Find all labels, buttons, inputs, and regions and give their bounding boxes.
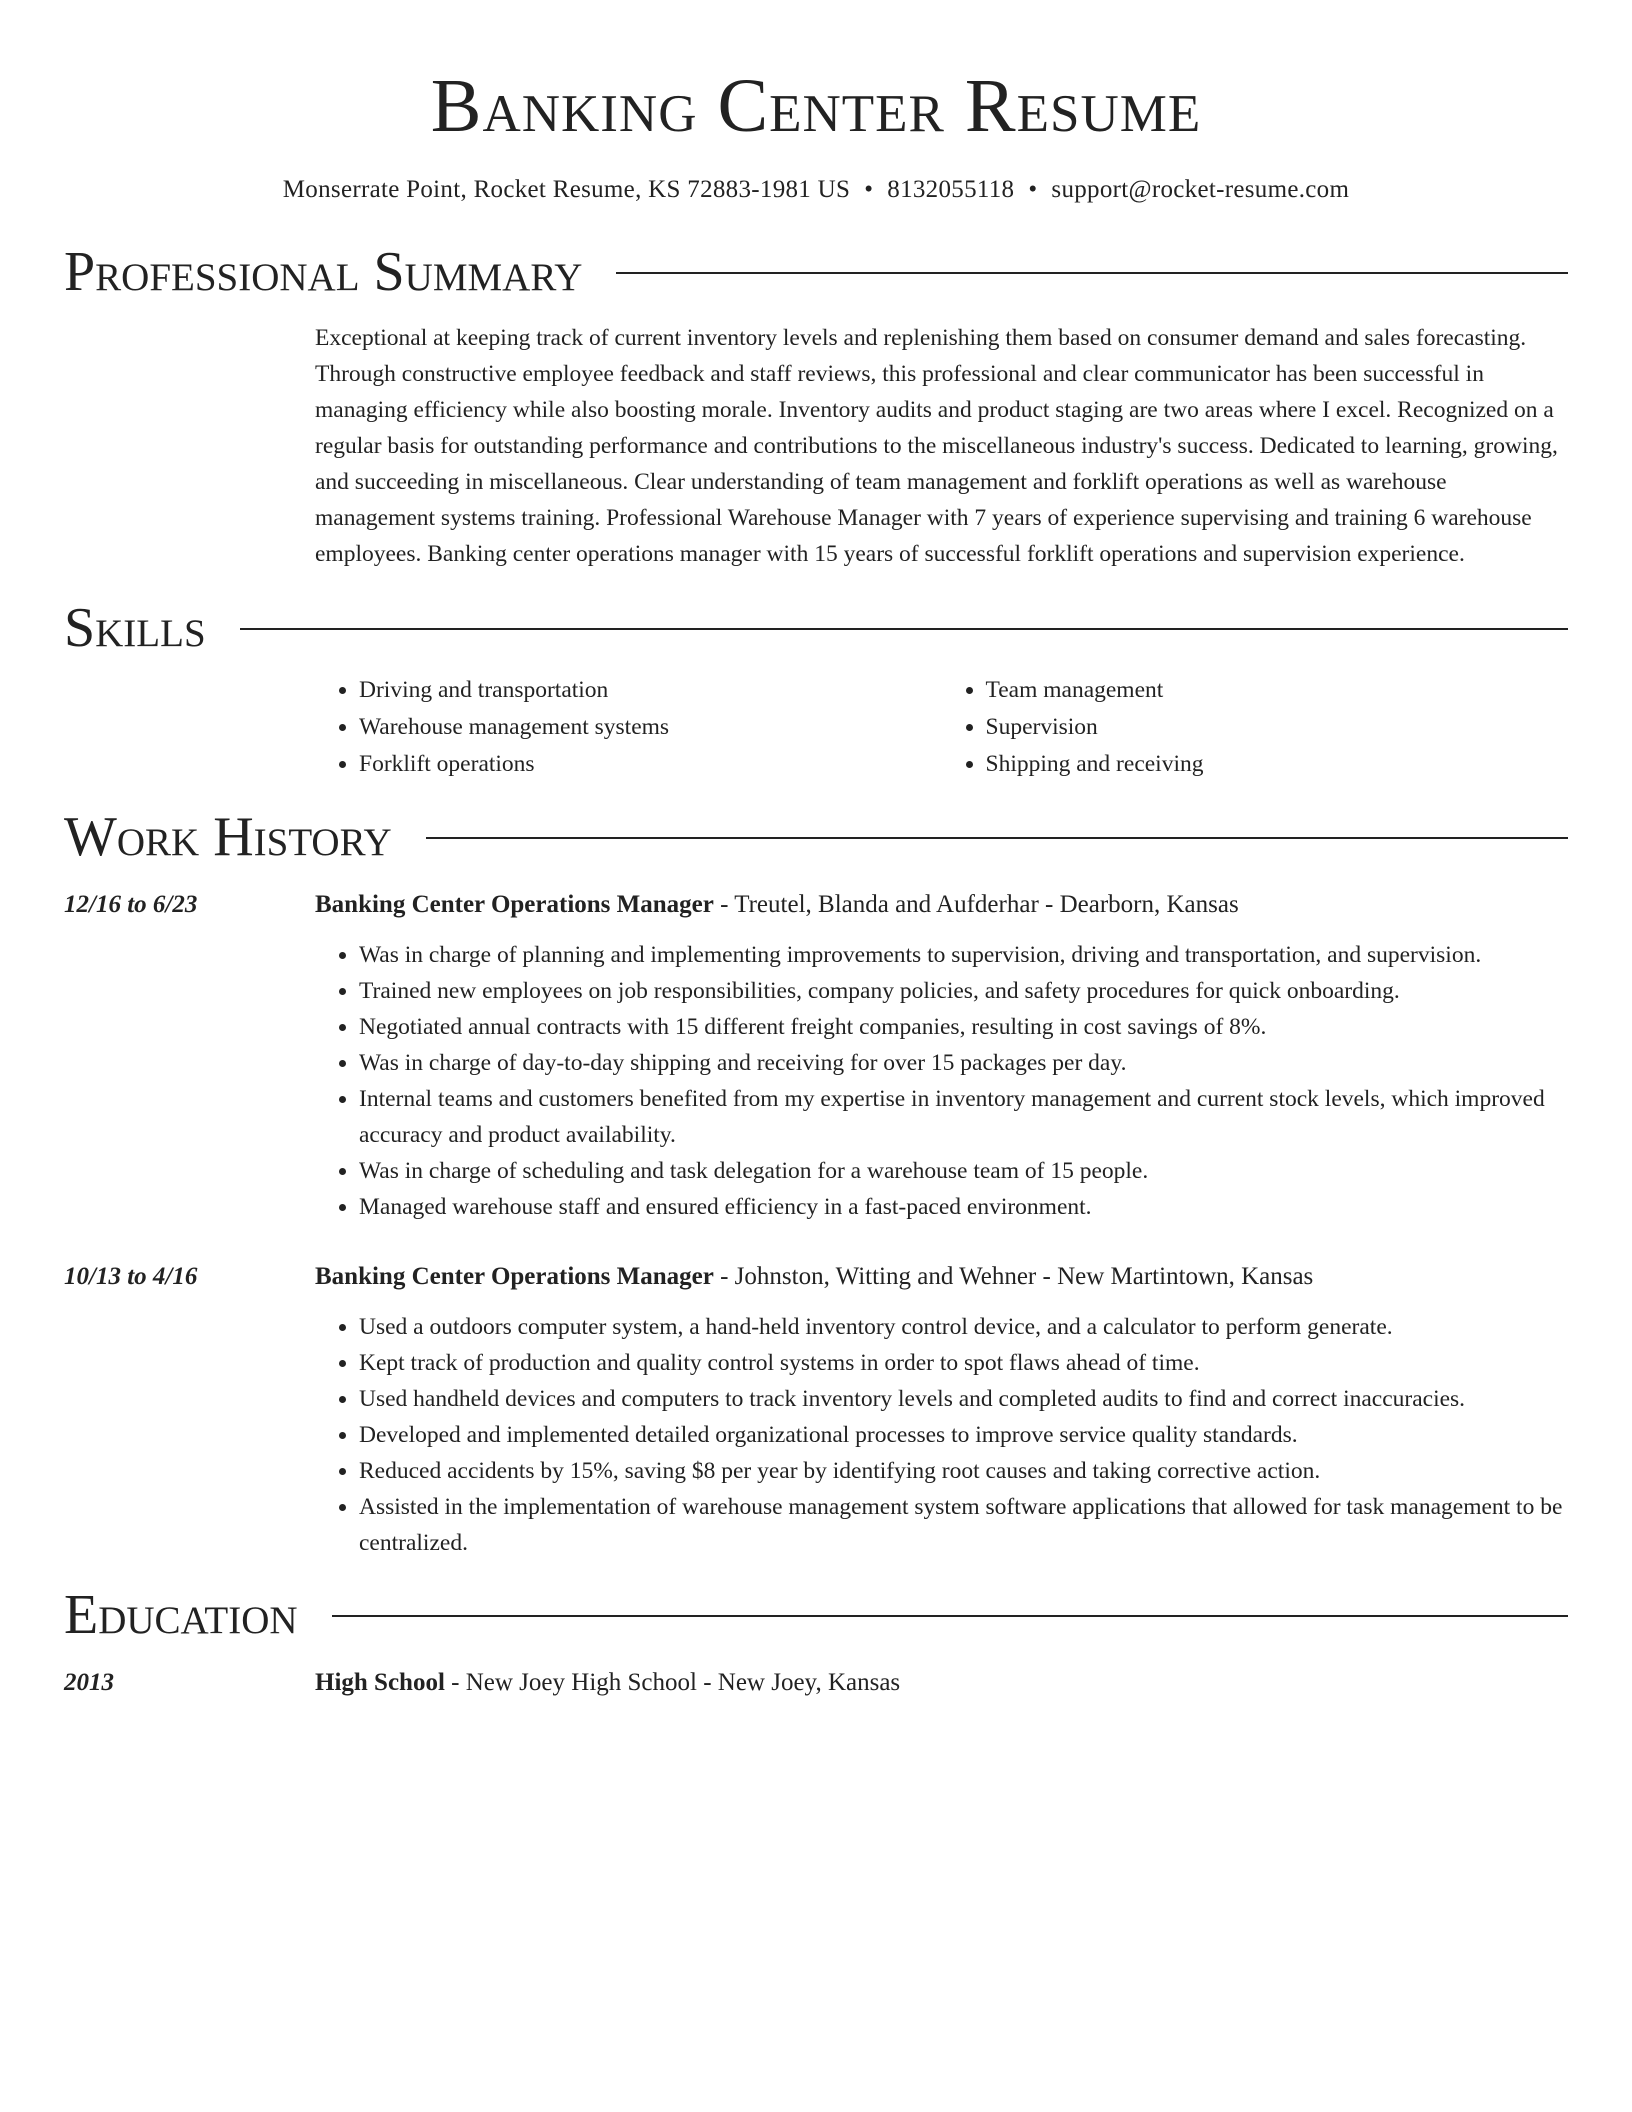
education-line <box>315 1667 1568 1699</box>
duty-item: • Kept track of production and quality control systems in order to spot flaws ahead of time. <box>359 1345 1568 1381</box>
summary-text: Exceptional at keeping track of current inventory levels and replenishing them based on consumer demand and sales forecasting. Through constructive employee feedback and staff reviews, this professional and clear communicator has been successful in managing efficiency while also boosting morale. Inventory audits and product staging are two areas where I excel. Recognized on a regular basis for outstanding performance and contributions to the miscellaneous industry's success. Dedicated to learning, growing, and succeeding in miscellaneous. Clear understanding of team management and forklift operations as well as warehouse management systems training. Professional Warehouse Manager with 7 years of experience supervising and training 6 warehouse employees. Banking center operations manager with 15 years of successful forklift operations and supervision experience. <box>315 325 1558 567</box>
duty-item: • Was in charge of day-to-day shipping and receiving for over 15 packages per day. <box>359 1045 1568 1081</box>
education-degree: High School <box>315 1669 445 1696</box>
duty-item: • Internal teams and customers benefited from my expertise in inventory management and current stock levels, which improved accuracy and product availability. <box>359 1081 1568 1153</box>
skill-item: • Driving and transportation <box>359 672 942 709</box>
skill-item: • Shipping and receiving <box>986 746 1569 783</box>
education-entry <box>64 1667 1568 1699</box>
job-dates: 10/13 to 4/16 <box>64 1263 198 1290</box>
contact-phone: 8132055118 <box>887 176 1015 203</box>
section-divider <box>240 628 1568 630</box>
skill-item: • Forklift operations <box>359 746 942 783</box>
job-entry <box>64 1261 1568 1561</box>
education-section-header <box>64 1583 1568 1647</box>
job-duties <box>315 1309 1568 1561</box>
skills-section-header <box>64 596 1568 660</box>
duty-item: • Assisted in the implementation of warehouse management system software applications that allowed for task management to be centralized. <box>359 1489 1568 1561</box>
duty-item: • Developed and implemented detailed organizational processes to improve service quality standards. <box>359 1417 1568 1453</box>
skills-list <box>315 672 1568 783</box>
work-section-title: Work History <box>64 806 392 868</box>
contact-line <box>64 174 1568 206</box>
duty-item: • Negotiated annual contracts with 15 different freight companies, resulting in cost savings of 8%. <box>359 1009 1568 1045</box>
contact-address: Monserrate Point, Rocket Resume, KS 72883-1981 US <box>282 176 851 203</box>
job-body <box>315 1261 1568 1561</box>
job-position: Banking Center Operations Manager <box>315 891 714 918</box>
duty-item: • Managed warehouse staff and ensured efficiency in a fast-paced environment. <box>359 1189 1568 1225</box>
duty-item: • Used handheld devices and computers to track inventory levels and completed audits to find and correct inaccuracies. <box>359 1381 1568 1417</box>
education-body <box>315 1667 1568 1699</box>
job-title-line <box>315 1261 1568 1293</box>
skills-column-right <box>942 672 1569 783</box>
skills-section-title: Skills <box>64 597 206 659</box>
job-employer: - Treutel, Blanda and Aufderhar - Dearborn, Kansas <box>713 891 1239 918</box>
duty-item: • Reduced accidents by 15%, saving $8 per year by identifying root causes and taking corrective action. <box>359 1453 1568 1489</box>
contact-separator: • <box>1028 176 1038 203</box>
duty-item: • Used a outdoors computer system, a hand-held inventory control device, and a calculator to perform generate. <box>359 1309 1568 1345</box>
skills-column-left <box>315 672 942 783</box>
education-year: 2013 <box>64 1669 114 1696</box>
job-entry <box>64 889 1568 1225</box>
job-duties <box>315 937 1568 1225</box>
duty-item: • Was in charge of planning and implementing improvements to supervision, driving and transportation, and supervision. <box>359 937 1568 973</box>
job-title-line <box>315 889 1568 921</box>
duty-item: • Trained new employees on job responsibilities, company policies, and safety procedures for quick onboarding. <box>359 973 1568 1009</box>
education-section-title: Education <box>64 1584 298 1646</box>
section-divider <box>616 272 1568 274</box>
job-dates: 12/16 to 6/23 <box>64 891 198 918</box>
work-section-header <box>64 805 1568 869</box>
duty-item: • Was in charge of scheduling and task delegation for a warehouse team of 15 people. <box>359 1153 1568 1189</box>
skill-item: • Team management <box>986 672 1569 709</box>
contact-separator: • <box>864 176 874 203</box>
summary-section-title: Professional Summary <box>64 241 583 303</box>
section-divider <box>426 837 1568 839</box>
job-employer: - Johnston, Witting and Wehner - New Martintown, Kansas <box>713 1263 1314 1290</box>
resume-name: Banking Center Resume <box>430 64 1202 148</box>
education-school: - New Joey High School - New Joey, Kansas <box>444 1669 901 1696</box>
section-divider <box>332 1615 1568 1617</box>
summary-section-header <box>64 240 1568 304</box>
skill-item: • Supervision <box>986 709 1569 746</box>
resume-page <box>64 0 1568 1699</box>
job-position: Banking Center Operations Manager <box>315 1263 714 1290</box>
skill-item: • Warehouse management systems <box>359 709 942 746</box>
job-body <box>315 889 1568 1225</box>
contact-email[interactable]: support@rocket-resume.com <box>1051 176 1350 203</box>
